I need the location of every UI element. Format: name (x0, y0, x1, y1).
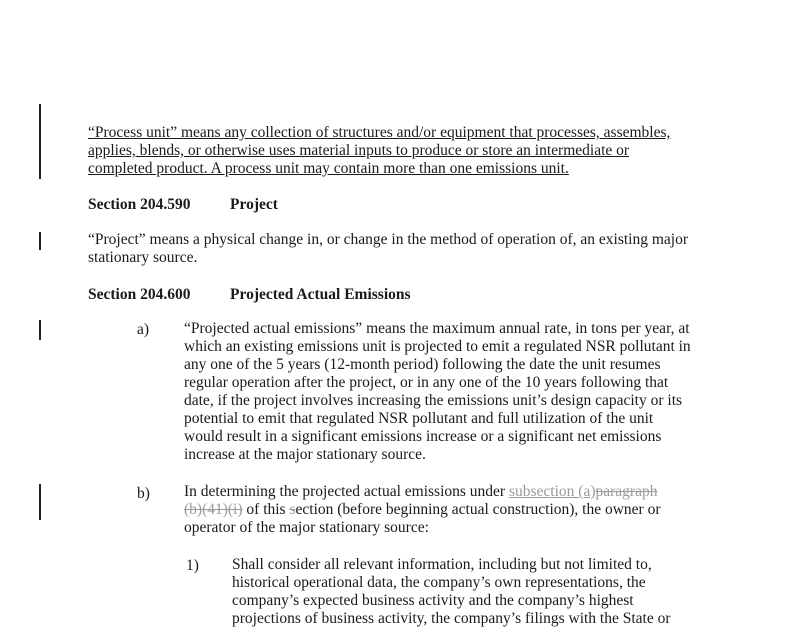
change-bar (39, 484, 41, 520)
text-line: “Projected actual emissions” means the maximum annual rate, in tons per year, at (184, 320, 690, 337)
deleted-text: paragraph (595, 483, 658, 500)
project-definition (88, 231, 728, 267)
section-number: Section 204.590 (88, 196, 191, 213)
text-line: Shall consider all relevant information, including but not limited to, (232, 556, 652, 573)
change-bar (39, 320, 41, 340)
text-line: completed product. A process unit may contain more than one emissions unit. (88, 160, 569, 177)
deleted-text: (b)(41)(i) (184, 501, 243, 518)
text-line: applies, blends, or otherwise uses material inputs to produce or store an intermediate or (88, 142, 630, 159)
subsection-b-label: b) (137, 485, 150, 502)
change-bar (39, 104, 41, 179)
text-segment: In determining the projected actual emissions under (184, 483, 509, 500)
item-1-label: 1) (186, 557, 199, 574)
text-line: which an existing emissions unit is projected to emit a regulated NSR pollutant in (184, 338, 691, 355)
text-line: operator of the major stationary source: (184, 519, 429, 536)
text-line: increase at the major stationary source. (184, 446, 426, 463)
text-segment: ection (before beginning actual construction), the owner or (295, 501, 661, 518)
text-line: would result in a significant emissions increase or a significant net emissions (184, 428, 662, 445)
subsection-a-label: a) (137, 321, 150, 338)
item-1-text (232, 556, 692, 627)
text-line: projections of business activity, the company’s filings with the State or (232, 610, 671, 627)
text-line: date, if the project involves increasing the emissions unit’s design capacity or its (184, 392, 683, 409)
text-line: “Project” means a physical change in, or change in the method of operation of, an existing major (88, 231, 688, 248)
text-segment: of this (242, 501, 290, 518)
section-number: Section 204.600 (88, 286, 191, 303)
text-line: regular operation after the project, or in any one of the 10 years following that (184, 374, 669, 391)
inserted-text: subsection (a) (508, 483, 596, 500)
text-line: “Process unit” means any collection of structures and/or equipment that processes, assembles, (88, 124, 671, 141)
text-line (184, 501, 714, 519)
text-line: historical operational data, the company’s own representations, the (232, 574, 646, 591)
deleted-text: s (289, 501, 296, 518)
text-line (184, 483, 714, 501)
subsection-b-text (184, 483, 714, 537)
section-title: Project (230, 196, 278, 213)
section-title: Projected Actual Emissions (230, 286, 411, 303)
text-line: stationary source. (88, 249, 198, 266)
process-unit-definition (88, 124, 708, 178)
text-line: potential to emit that regulated NSR pollutant and full utilization of the unit (184, 410, 654, 427)
change-bar (39, 232, 41, 250)
text-line: any one of the 5 years (12-month period) following the date the unit resumes (184, 356, 661, 373)
text-line: company’s expected business activity and the company’s highest (232, 592, 634, 609)
subsection-a-text (184, 320, 714, 464)
